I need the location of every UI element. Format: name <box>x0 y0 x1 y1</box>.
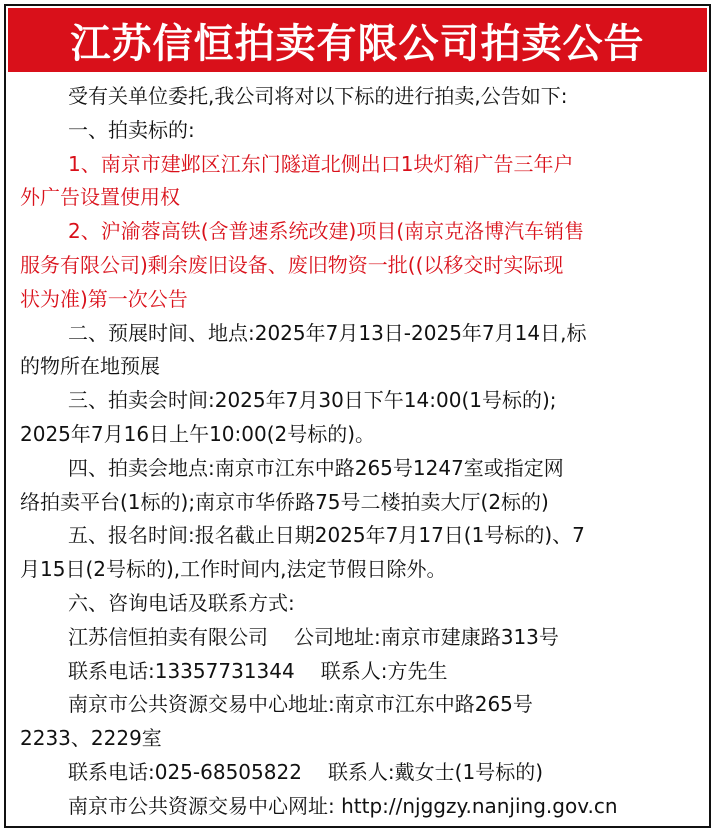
section2-line1: 二、预展时间、地点:2025年7月13日-2025年7月14日,标 <box>68 320 587 345</box>
company-contact: 联系人:方先生 <box>320 658 448 683</box>
section4-line1: 四、拍卖会地点:南京市江东中路265号1247室或指定网 <box>68 455 564 480</box>
company-line <box>20 621 699 655</box>
item2-line2: 服务有限公司)剩余废旧设备、废旧物资一批((以移交时实际现 <box>20 252 564 277</box>
center-website: 南京市公共资源交易中心网址: http://njggzy.nanjing.gov.cn <box>68 793 618 818</box>
section3-line1: 三、拍卖会时间:2025年7月30日下午14:00(1号标的); <box>68 388 557 413</box>
announcement-body <box>20 80 699 824</box>
item1-line1: 1、南京市建邺区江东门隧道北侧出口1块灯箱广告三年户 <box>68 151 574 176</box>
section1-heading: 一、拍卖标的: <box>68 117 195 142</box>
company-phone: 联系电话:13357731344 <box>68 658 295 683</box>
section5-line2: 月15日(2号标的),工作时间内,法定节假日除外。 <box>20 557 447 582</box>
announcement-title: 江苏信恒拍卖有限公司拍卖公告 <box>8 8 707 72</box>
phone-line <box>20 655 699 689</box>
center-contact: 联系人:戴女士(1号标的) <box>327 759 544 784</box>
section3-line2: 2025年7月16日上午10:00(2号标的)。 <box>20 421 376 446</box>
center-phone-line <box>20 756 699 790</box>
center-address-line1: 南京市公共资源交易中心地址:南京市江东中路265号 <box>68 692 533 717</box>
company-name: 江苏信恒拍卖有限公司 <box>68 624 268 649</box>
item2-line3: 状为准)第一次公告 <box>20 286 188 311</box>
announcement-frame <box>4 4 711 828</box>
center-address-line2: 2233、2229室 <box>20 726 162 751</box>
section6-heading: 六、咨询电话及联系方式: <box>68 590 295 615</box>
section4-line2: 络拍卖平台(1标的);南京市华侨路75号二楼拍卖大厅(2标的) <box>20 489 549 514</box>
section2-line2: 的物所在地预展 <box>20 354 160 379</box>
center-phone: 联系电话:025-68505822 <box>68 759 302 784</box>
company-address: 公司地址:南京市建康路313号 <box>294 624 559 649</box>
item2-line1: 2、沪渝蓉高铁(含普速系统改建)项目(南京克洛博汽车销售 <box>68 219 585 244</box>
item1-line2: 外广告设置使用权 <box>20 185 180 210</box>
section5-line1: 五、报名时间:报名截止日期2025年7月17日(1号标的)、7 <box>68 523 585 548</box>
intro-text: 受有关单位委托,我公司将对以下标的进行拍卖,公告如下: <box>68 84 568 108</box>
